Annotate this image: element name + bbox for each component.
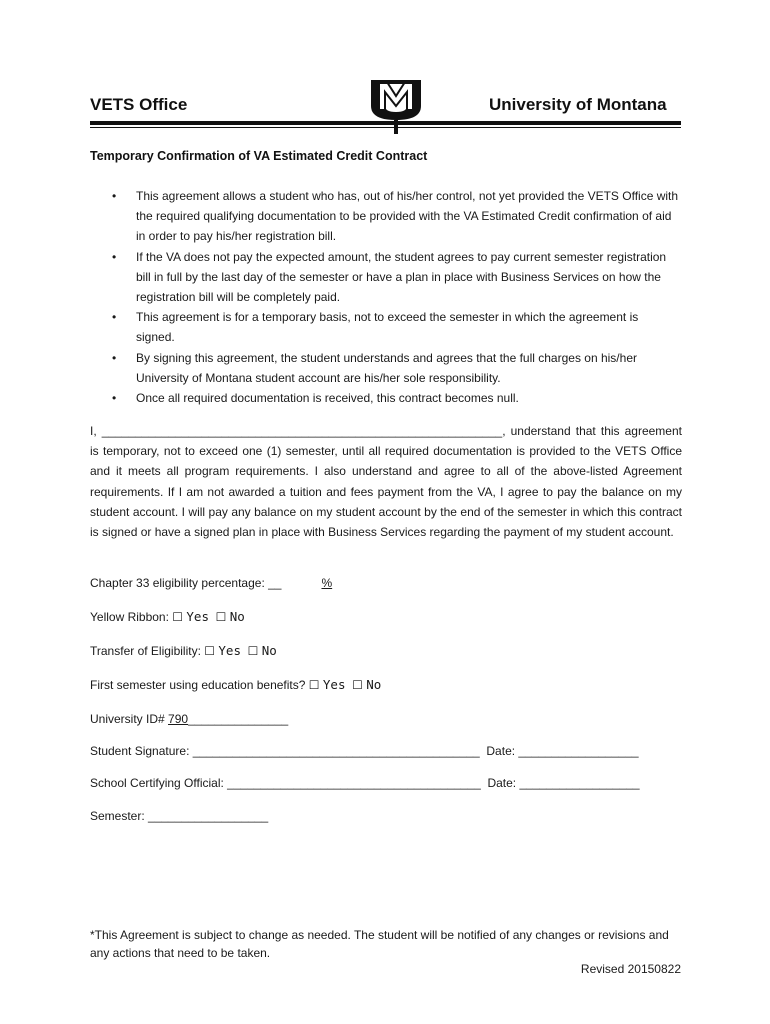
yellow-ribbon-no-checkbox[interactable]: ☐ — [215, 610, 227, 624]
bullet-item: • This agreement is for a temporary basis, not to exceed the semester in which the agreement is signed. — [90, 307, 680, 347]
certifying-official-date: Date: __________________ — [487, 776, 640, 790]
agreement-bullet-list — [90, 186, 680, 408]
student-signature-field[interactable]: Student Signature: ___________________________________________ Date: __________________ — [90, 744, 639, 758]
bullet-icon: • — [112, 249, 117, 264]
chapter33-field[interactable]: Chapter 33 eligibility percentage: __ % — [90, 576, 333, 590]
office-title: VETS Office — [90, 95, 188, 114]
bullet-icon: • — [112, 350, 117, 365]
bullet-item: • If the VA does not pay the expected amount, the student agrees to pay current semester registration bill in full by the last day of the semester or have a plan in place with Business Services on how the registration bill will be completely paid. — [90, 247, 680, 308]
bullet-icon: • — [112, 310, 117, 325]
transfer-yes-checkbox[interactable]: ☐ — [204, 644, 216, 658]
revision-date: Revised 20150822 — [580, 962, 681, 976]
yellow-ribbon-field: Yellow Ribbon: ☐ Yes ☐ No — [90, 609, 245, 624]
header-rule-thick — [90, 121, 681, 125]
student-signature-date: Date: __________________ — [486, 744, 639, 758]
bullet-item: • Once all required documentation is received, this contract becomes null. — [90, 388, 680, 408]
university-title: University of Montana — [489, 95, 667, 114]
yellow-ribbon-yes-checkbox[interactable]: ☐ — [172, 610, 184, 624]
first-semester-yes-checkbox[interactable]: ☐ — [308, 678, 320, 692]
first-semester-field: First semester using education benefits? ☐ Yes ☐ No — [90, 677, 382, 692]
bullet-icon: • — [112, 189, 117, 203]
bullet-icon: • — [112, 391, 117, 406]
bullet-item: • By signing this agreement, the student understands and agrees that the full charges on his/her University of Montana student account are his/her sole responsibility. — [90, 348, 680, 388]
first-semester-no-checkbox[interactable]: ☐ — [352, 678, 363, 692]
footnote: *This Agreement is subject to change as needed. The student will be notified of any changes or revisions and any actions that need to be taken. — [90, 928, 669, 960]
bullet-item: • This agreement allows a student who has, out of his/her control, not yet provided the VETS Office with the required qualifying documentation to be provided with the VA Estimated Credit confirmation of aid in order to pay his/her registration bill. — [90, 186, 680, 247]
university-id-field[interactable]: University ID# 790_______________ — [90, 712, 289, 726]
document-title: Temporary Confirmation of VA Estimated Credit Contract — [90, 149, 428, 163]
certifying-official-field[interactable]: School Certifying Official: ______________________________________ Date: __________________ — [90, 776, 640, 790]
header-rule-thin — [90, 127, 681, 128]
transfer-eligibility-field: Transfer of Eligibility: ☐ Yes ☐ No — [90, 643, 277, 658]
agreement-paragraph: I, ____________________________________________________________, understand that this agreement is temporary, not to exceed one (1) semester, until all required documentation is provided to the VETS Office and it meets all program requirements. I also understand and agree to all of the above-listed Agreement requirements. If I am not awarded a tuition and fees payment from the VA, I agree to pay the balance on my student account. I will pay any balance on my student account by the end of the semester in which this contract is signed or have a signed plan in place with Business Services regarding the payment of my student account. — [90, 424, 682, 540]
transfer-no-checkbox[interactable]: ☐ — [247, 644, 259, 658]
semester-field[interactable]: Semester: __________________ — [90, 809, 269, 823]
